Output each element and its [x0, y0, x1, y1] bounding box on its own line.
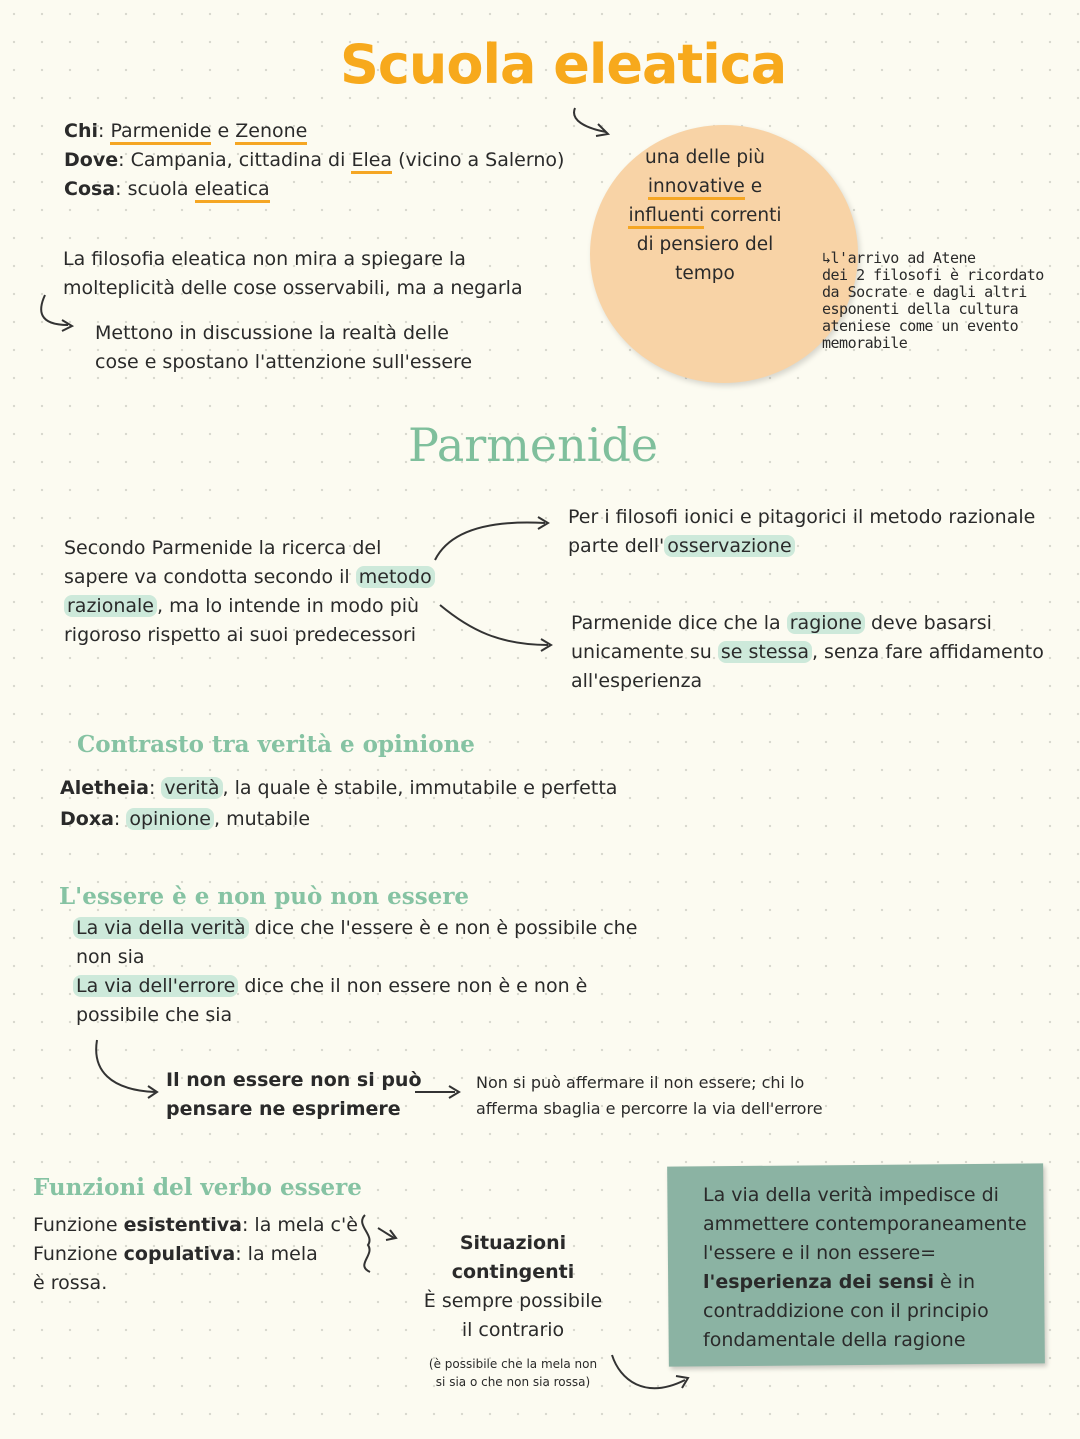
text-line: possibile che sia — [76, 1004, 233, 1026]
note-line: dei 2 filosofi è ricordato — [822, 266, 1044, 284]
text-line: è rossa. — [33, 1272, 108, 1294]
highlight: La via della verità — [73, 917, 249, 939]
text: parte dell' — [568, 535, 665, 557]
text: Parmenide dice che la — [571, 612, 781, 634]
note-line: esponenti della cultura — [822, 300, 1019, 318]
essere-block — [73, 914, 637, 1030]
para1 — [63, 245, 523, 303]
text-line: afferma sbaglia e percorre la via dell'errore — [476, 1099, 823, 1118]
circle-word: correnti — [710, 205, 782, 226]
situazioni — [398, 1229, 628, 1391]
highlight: ragione — [787, 612, 865, 634]
note-line: ateniese come un evento — [822, 317, 1019, 335]
text-line: Per i filosofi ionici e pitagorici il metodo razionale — [568, 506, 1036, 528]
note-line: l'arrivo ad Atene — [830, 249, 976, 267]
text: : la mela — [235, 1243, 318, 1265]
highlight: La via dell'errore — [73, 975, 238, 997]
funzioni-block — [33, 1211, 358, 1298]
text-line: molteplicità delle cose osservabili, ma a negarla — [63, 277, 523, 299]
chi-b: Zenone — [235, 120, 307, 145]
dove-post: (vicino a Salerno) — [398, 149, 565, 171]
text: dice che il non essere non è e non è — [244, 975, 588, 997]
highlight: se stessa — [718, 641, 812, 663]
chi-label: Chi — [64, 120, 98, 142]
label: Aletheia — [60, 777, 149, 799]
text-line: La filosofia eleatica non mira a spiegare la — [63, 248, 466, 270]
heading-funzioni: Funzioni del verbo essere — [33, 1174, 362, 1201]
text-line: (è possibile che la mela non — [428, 1357, 598, 1371]
circle-line: di pensiero del — [636, 234, 774, 255]
text: è in — [940, 1271, 976, 1293]
highlight: razionale — [64, 595, 157, 617]
page-title: Scuola eleatica — [340, 33, 787, 96]
heading-essere: L'essere è e non può non essere — [59, 883, 470, 910]
contrasto-block: Aletheia: verità , la quale è stabile, immutabile e perfetta Doxa: opinione , mutabile — [60, 777, 618, 830]
label: Doxa — [60, 808, 114, 830]
text: , ma lo intende in modo più — [156, 595, 420, 617]
text-line: Mettono in discussione la realtà delle — [95, 322, 449, 344]
text-line: Il non essere non si può — [166, 1069, 422, 1091]
dove-city: Elea — [351, 149, 392, 174]
text: deve basarsi — [870, 612, 992, 634]
side-note: ↳l'arrivo ad Atene dei 2 filosofi è ricordato da Socrate e dagli altri esponenti della cultura ateniese come un evento memorabile — [822, 249, 1044, 352]
bold: esistentiva — [123, 1214, 242, 1236]
note-line: da Socrate e dagli altri — [822, 283, 1027, 301]
dove-pre: Campania, cittadina di — [130, 149, 346, 171]
text: : la mela c'è — [241, 1214, 358, 1236]
text-line: ammettere contemporaneamente — [703, 1213, 1027, 1235]
circle-line: una delle più — [645, 147, 765, 168]
text: sapere va condotta secondo il — [64, 566, 350, 588]
text-line: all'esperienza — [571, 670, 703, 692]
text: unicamente su — [571, 641, 712, 663]
cosa-val: eleatica — [195, 178, 270, 203]
parmenide-right1 — [568, 503, 1035, 561]
cosa-label: Cosa — [64, 178, 116, 200]
circle-text — [600, 143, 810, 288]
para2 — [95, 319, 472, 377]
text: , la quale è stabile, immutabile e perfetta — [222, 777, 618, 799]
text-line: rigoroso rispetto ai suoi predecessori — [64, 624, 417, 646]
chi-a: Parmenide — [110, 120, 211, 145]
text-line: pensare ne esprimere — [166, 1098, 401, 1120]
highlight: metodo — [356, 566, 435, 588]
text: dice che l'essere è e non è possibile che — [254, 917, 638, 939]
text-line: l'essere e il non essere= — [703, 1242, 937, 1264]
box-text — [703, 1181, 1027, 1355]
text: Funzione — [33, 1243, 118, 1265]
circle-hl: influenti — [628, 205, 704, 229]
text: , mutabile — [214, 808, 311, 830]
chi-and: e — [217, 120, 230, 142]
essere-note — [476, 1070, 823, 1122]
highlight: osservazione — [664, 535, 794, 557]
text-line: contraddizione con il principio — [703, 1300, 989, 1322]
text-line: È sempre possibile — [423, 1290, 603, 1312]
circle-word: e — [750, 176, 763, 197]
text-line: il contrario — [461, 1319, 565, 1341]
bold: l'esperienza dei sensi — [703, 1271, 934, 1293]
parmenide-right2 — [571, 609, 1044, 696]
essere-bold — [166, 1066, 422, 1124]
bold: copulativa — [123, 1243, 236, 1265]
text-line: si sia o che non sia rossa) — [435, 1375, 591, 1389]
text-line: cose e spostano l'attenzione sull'essere — [95, 351, 473, 373]
note-line: memorabile — [822, 334, 908, 352]
dove-label: Dove — [64, 149, 119, 171]
text: , senza fare affidamento — [811, 641, 1044, 663]
text-line: La via della verità impedisce di — [703, 1184, 999, 1206]
intro-block: Chi: Parmenide e Zenone Dove: Campania, cittadina di Elea (vicino a Salerno) Cosa: scuola eleatica — [64, 117, 564, 204]
bold: Situazioni contingenti — [451, 1232, 575, 1283]
text: Funzione — [33, 1214, 118, 1236]
highlight: verità — [161, 777, 222, 799]
highlight: opinione — [126, 808, 214, 830]
text-line: fondamentale della ragione — [703, 1329, 966, 1351]
heading-contrasto: Contrasto tra verità e opinione — [77, 731, 475, 758]
circle-line: tempo — [675, 263, 735, 284]
text-line: Secondo Parmenide la ricerca del — [64, 537, 382, 559]
circle-hl: innovative — [648, 176, 745, 200]
cosa-pre: scuola — [127, 178, 189, 200]
section-title: Parmenide — [408, 418, 659, 472]
text-line: Non si può affermare il non essere; chi lo — [476, 1073, 805, 1092]
parmenide-left — [64, 534, 435, 650]
text-line: non sia — [76, 946, 145, 968]
